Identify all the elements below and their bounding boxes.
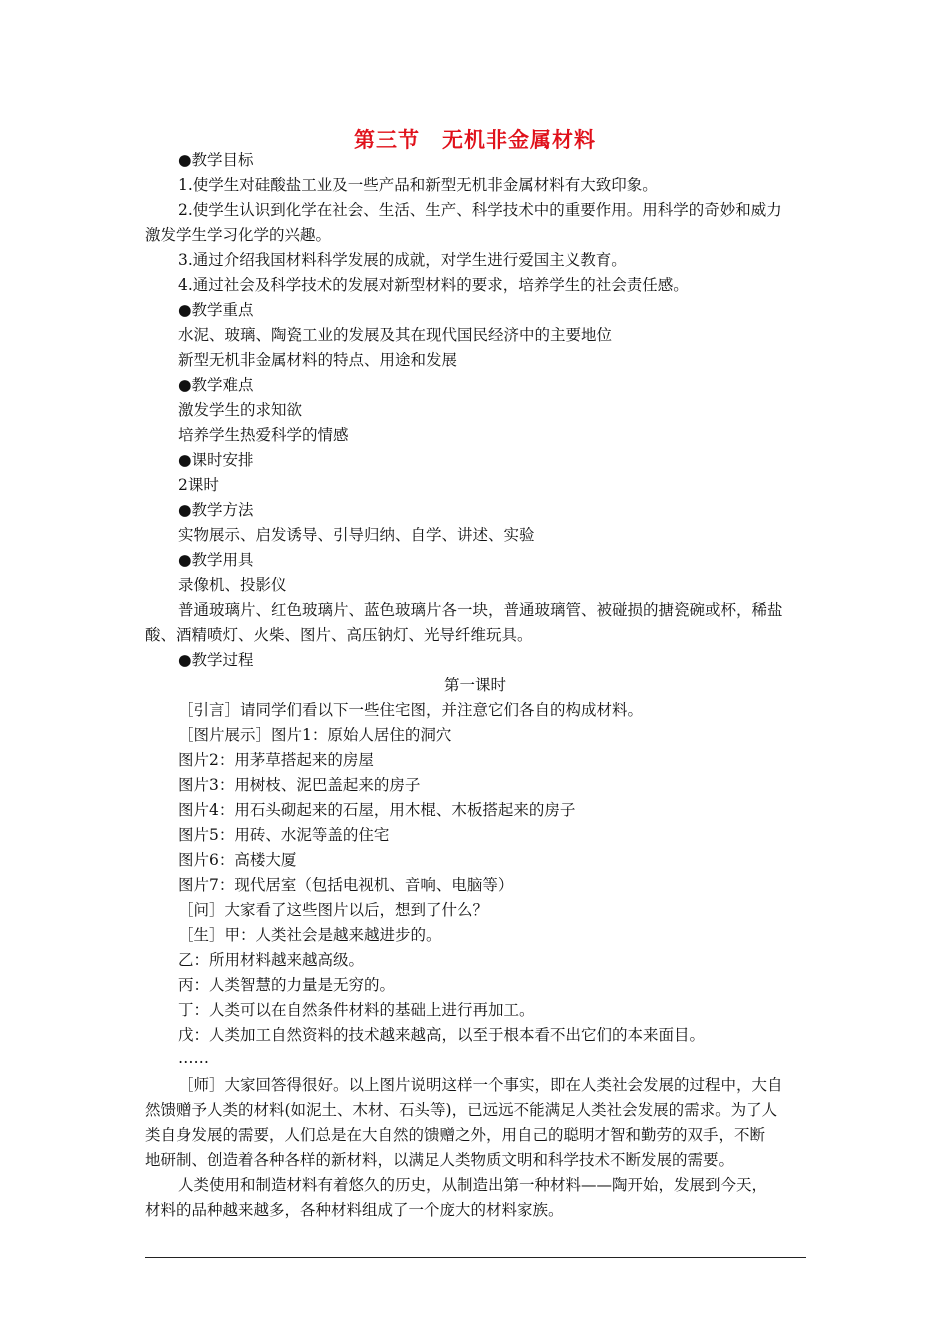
text-line: 戊：人类加工自然资料的技术越来越高，以至于根本看不出它们的本来面目。 — [178, 1026, 706, 1044]
text-line: 3.通过介绍我国材料科学发展的成就，对学生进行爱国主义教育。 — [178, 251, 627, 269]
text-line: 新型无机非金属材料的特点、用途和发展 — [178, 351, 458, 369]
section-heading-methods: ●教学方法 — [178, 501, 254, 519]
page-title: 第三节 无机非金属材料 — [354, 128, 596, 152]
text-line: 图片5：用砖、水泥等盖的住宅 — [178, 826, 390, 844]
text-line: 地研制、创造着各种各样的新材料，以满足人类物质文明和科学技术不断发展的需要。 — [145, 1151, 735, 1169]
section-heading-process: ●教学过程 — [178, 651, 254, 669]
text-line: 普通玻璃片、红色玻璃片、蓝色玻璃片各一块，普通玻璃管、被碰损的搪瓷碗或杯，稀盐 — [178, 601, 783, 619]
text-line: 激发学生的求知欲 — [178, 401, 303, 419]
text-line: 录像机、投影仪 — [178, 576, 287, 594]
section-heading-objectives: ●教学目标 — [178, 151, 254, 169]
text-line: 培养学生热爱科学的情感 — [178, 426, 349, 444]
text-line: 材料的品种越来越多，各种材料组成了一个庞大的材料家族。 — [145, 1201, 564, 1219]
text-line: 激发学生学习化学的兴趣。 — [145, 226, 332, 244]
text-line: 1.使学生对硅酸盐工业及一些产品和新型无机非金属材料有大致印象。 — [178, 176, 658, 194]
section-heading-schedule: ●课时安排 — [178, 451, 254, 469]
text-line: 4.通过社会及科学技术的发展对新型材料的要求，培养学生的社会责任感。 — [178, 276, 689, 294]
text-line: 类自身发展的需要，人们总是在大自然的馈赠之外，用自己的聪明才智和勤劳的双手，不断 — [145, 1126, 766, 1144]
section-heading-key-points: ●教学重点 — [178, 301, 254, 319]
text-line: 酸、酒精喷灯、火柴、图片、高压钠灯、光导纤维玩具。 — [145, 626, 533, 644]
text-line: 实物展示、启发诱导、引导归纳、自学、讲述、实验 — [178, 526, 535, 544]
text-line: ［引言］请同学们看以下一些住宅图，并注意它们各自的构成材料。 — [178, 701, 644, 719]
text-line: 然馈赠予人类的材料(如泥土、木材、石头等)，已远远不能满足人类社会发展的需求。为了人 — [145, 1101, 778, 1119]
text-line: ［生］甲：人类社会是越来越进步的。 — [178, 926, 442, 944]
text-line: 水泥、玻璃、陶瓷工业的发展及其在现代国民经济中的主要地位 — [178, 326, 613, 344]
text-line: 图片4：用石头砌起来的石屋，用木棍、木板搭起来的房子 — [178, 801, 576, 819]
text-line: 2.使学生认识到化学在社会、生活、生产、科学技术中的重要作用。用科学的奇妙和威力 — [178, 201, 782, 219]
text-line: 图片7：现代居室（包括电视机、音响、电脑等） — [178, 876, 514, 894]
text-line: 图片2：用茅草搭起来的房屋 — [178, 751, 374, 769]
footer-divider — [145, 1257, 806, 1258]
text-line: 乙：所用材料越来越高级。 — [178, 951, 365, 969]
section-heading-tools: ●教学用具 — [178, 551, 254, 569]
text-line: ［图片展示］图片1：原始人居住的洞穴 — [178, 726, 452, 744]
text-line: 2课时 — [178, 476, 219, 494]
text-line: 人类使用和制造材料有着悠久的历史，从制造出第一种材料——陶开始，发展到今天， — [178, 1176, 768, 1194]
lesson-heading: 第一课时 — [443, 676, 506, 694]
ellipsis: …… — [178, 1049, 209, 1067]
text-line: 丁：人类可以在自然条件材料的基础上进行再加工。 — [178, 1001, 535, 1019]
text-line: ［师］大家回答得很好。以上图片说明这样一个事实，即在人类社会发展的过程中，大自 — [178, 1076, 783, 1094]
text-line: 图片6：高楼大厦 — [178, 851, 297, 869]
section-heading-difficulties: ●教学难点 — [178, 376, 254, 394]
text-line: ［问］大家看了这些图片以后，想到了什么？ — [178, 901, 489, 919]
text-line: 图片3：用树枝、泥巴盖起来的房子 — [178, 776, 421, 794]
text-line: 丙：人类智慧的力量是无穷的。 — [178, 976, 396, 994]
